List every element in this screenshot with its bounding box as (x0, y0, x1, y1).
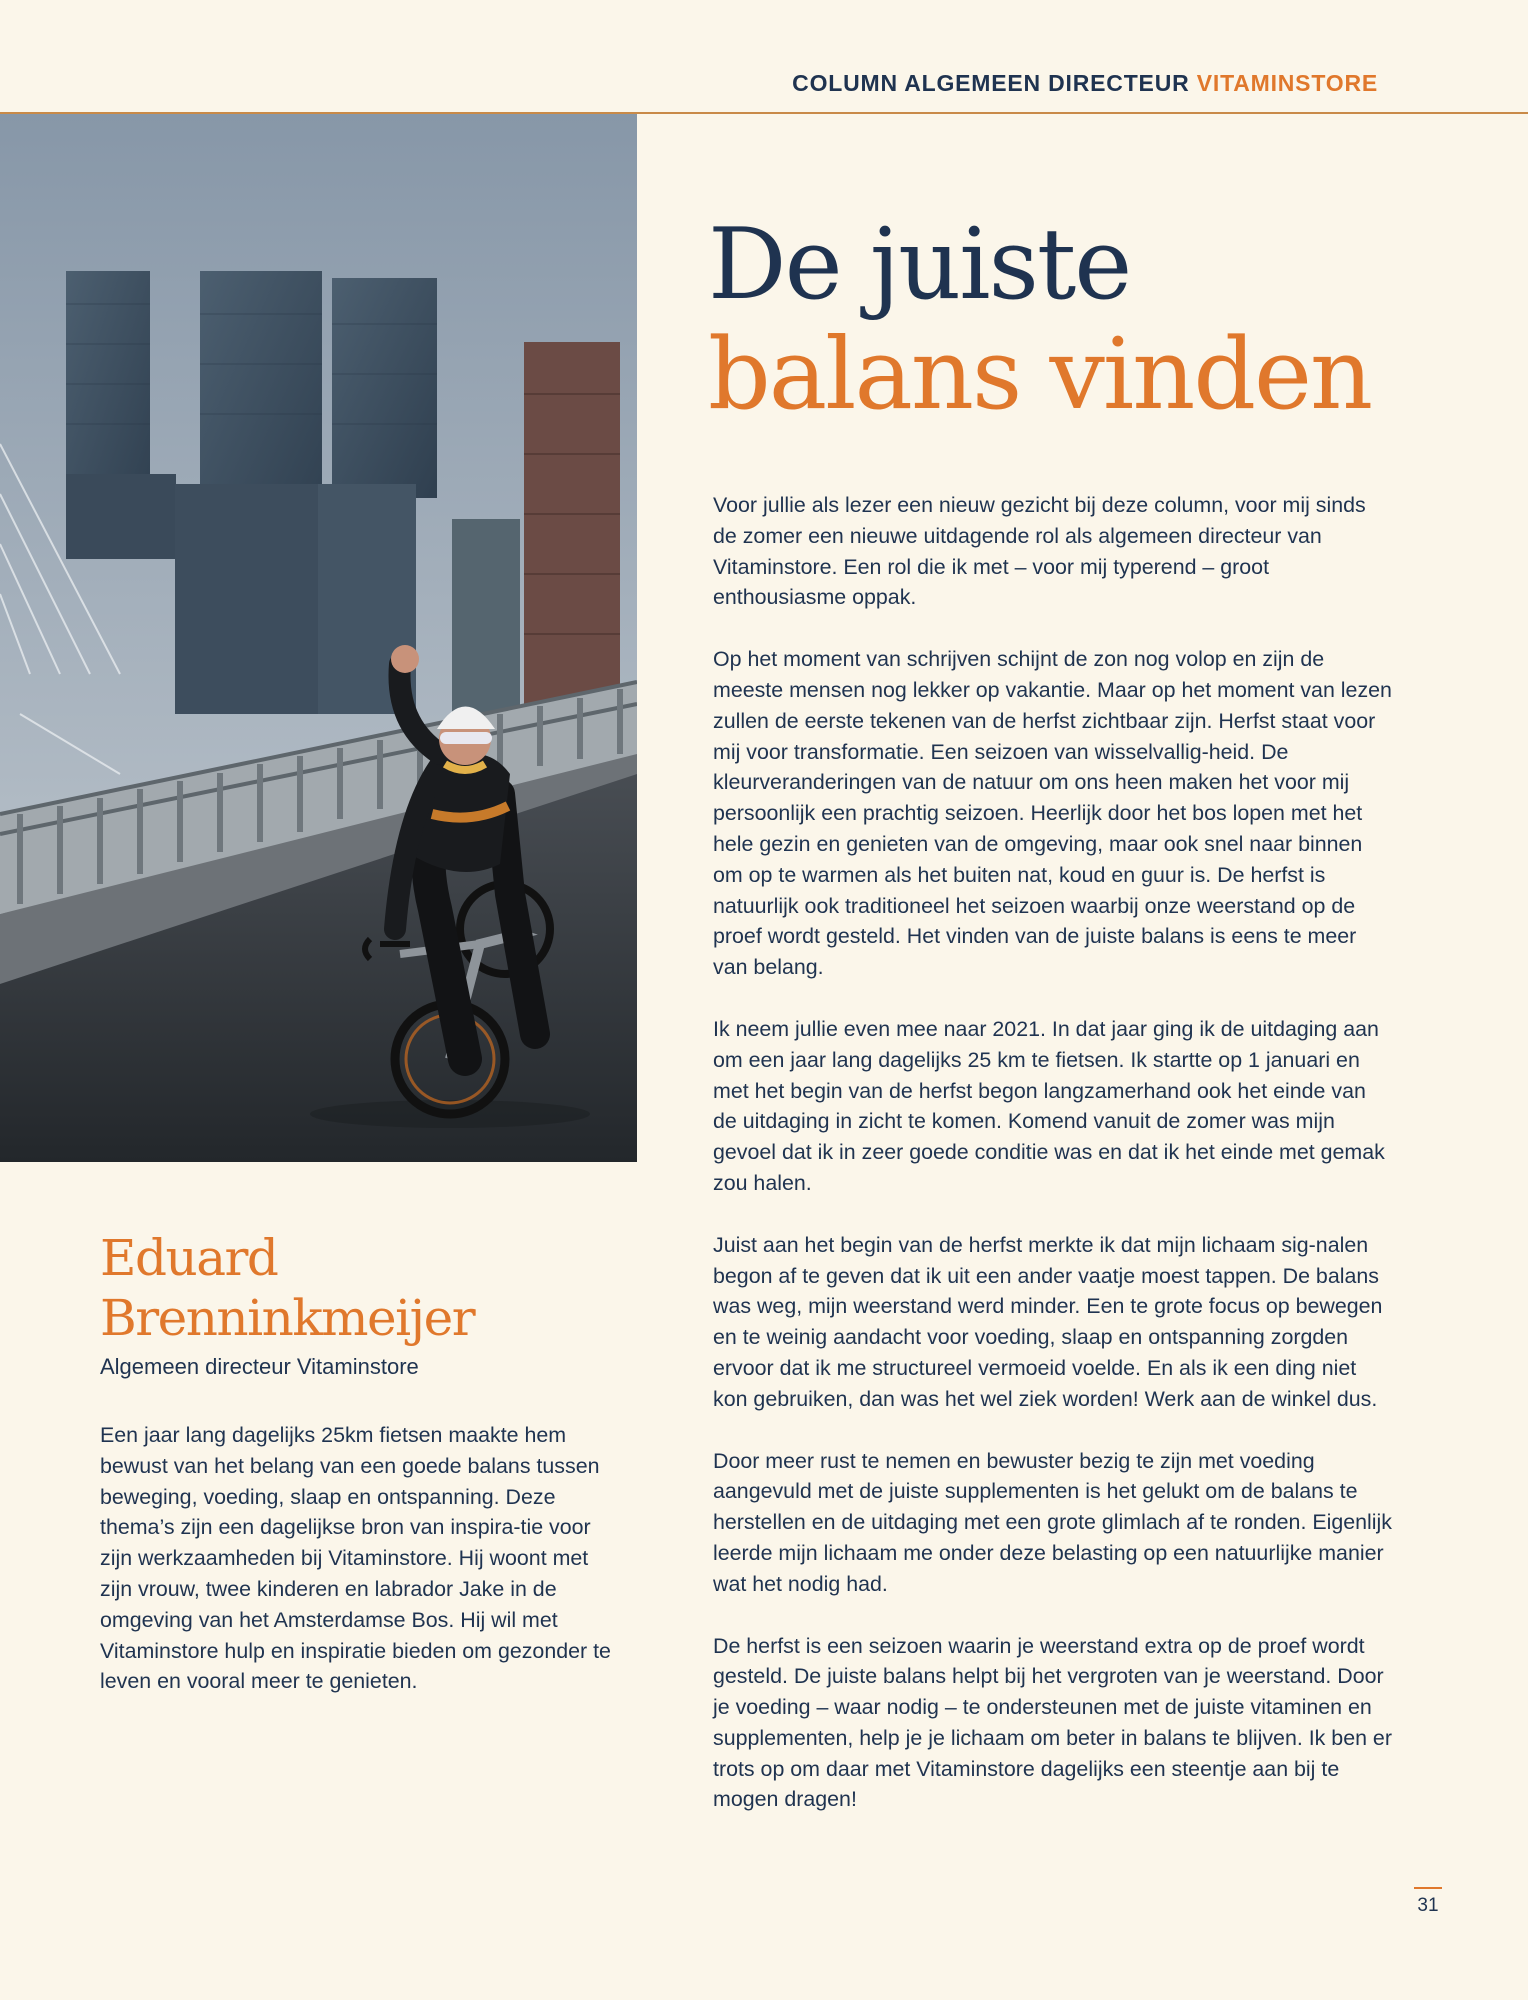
author-bio: Een jaar lang dagelijks 25km fietsen maakte hem bewust van het belang van een goede balans tussen beweging, voeding, slaap en ontspanning. Deze thema’s zijn een dagelijkse bron van inspira-tie voor zijn werkzaamheden bij Vitaminstore. Hij woont met zijn vrouw, twee kinderen en labrador Jake in de omgeving van het Amsterdamse Bos. Hij wil met Vitaminstore hulp en inspiratie bieden om gezonder te leven en vooral meer te genieten. (100, 1423, 611, 1694)
paragraph: Op het moment van schrijven schijnt de zon nog volop en zijn de meeste mensen nog lekker op vakantie. Maar op het moment van lezen zullen de eerste tekenen van de herfst zichtbaar zijn. Herfst staat voor mij voor transformatie. Een seizoen van wisselvallig-heid. De kleurveranderingen van de natuur om ons heen maken het voor mij persoonlijk een prachtig seizoen. Heerlijk door het bos lopen met het hele gezin en genieten van de omgeving, maar ook snel naar binnen om op te warmen als het buiten nat, koud en guur is. De herfst is natuurlijk ook traditioneel het seizoen waarbij onze weerstand op de proef wordt gesteld. Het vinden van de juiste balans is eens te meer van belang. (713, 647, 1392, 980)
author-role: Algemeen directeur Vitaminstore (100, 1354, 419, 1379)
header-label (792, 70, 1378, 97)
article-title (708, 210, 1448, 430)
paragraph: Juist aan het begin van de herfst merkte ik dat mijn lichaam sig-nalen begon af te geven dat ik uit een ander vaatje moest tappen. De balans was weg, mijn weerstand werd minder. Een te grote focus op bewegen en te weinig aandacht voor voeding, slaap en ontspanning zorgden ervoor dat ik me structureel vermoeid voelde. En als ik een ding niet kon gebruiken, dan was het wel ziek worden! Werk aan de winkel dus. (713, 1232, 1383, 1411)
title-line-2: balans vinden (708, 318, 1372, 432)
author-name: Eduard Brenninkmeijer (100, 1229, 475, 1347)
title-line-1: De juiste (708, 208, 1131, 322)
author-box (100, 1228, 640, 1697)
paragraph: Ik neem jullie even mee naar 2021. In dat jaar ging ik de uitdaging aan om een jaar lang dagelijks 25 km te fietsen. Ik startte op 1 januari en met het begin van de herfst begon langzamerhand ook het einde van de uitdaging in zicht te komen. Komend vanuit de zomer was mijn gevoel dat ik in zeer goede conditie was en dat ik het einde met gemak zou halen. (713, 1016, 1385, 1195)
article-body (713, 490, 1393, 1846)
brand-label: VITAMINSTORE (1196, 70, 1378, 96)
paragraph: De herfst is een seizoen waarin je weerstand extra op de proef wordt gesteld. De juiste balans helpt bij het vergroten van je weerstand. Door je voeding – waar nodig – te ondersteunen met de juiste vitaminen en supplementen, help je je lichaam om beter in balans te blijven. Ik ben er trots op om daar met Vitaminstore dagelijks een steentje aan bij te mogen dragen! (713, 1633, 1392, 1812)
cyclist-photo (0, 114, 637, 1162)
page-number-block (1414, 1887, 1442, 1917)
photo-illustration (0, 114, 637, 1162)
page-header (0, 0, 1528, 114)
column-label: COLUMN ALGEMEEN DIRECTEUR (792, 70, 1190, 96)
paragraph: Door meer rust te nemen en bewuster bezig te zijn met voeding aangevuld met de juiste supplementen is het gelukt om de balans te herstellen en de uitdaging met een grote glimlach af te ronden. Eigenlijk leerde mijn lichaam me onder deze belasting op een natuurlijke manier wat het nodig had. (713, 1448, 1392, 1596)
paragraph: Voor jullie als lezer een nieuw gezicht bij deze column, voor mij sinds de zomer een nieuwe uitdagende rol als algemeen directeur van Vitaminstore. Een rol die ik met – voor mij typerend – groot enthousiasme oppak. (713, 493, 1366, 610)
page-number: 31 (1417, 1895, 1439, 1916)
